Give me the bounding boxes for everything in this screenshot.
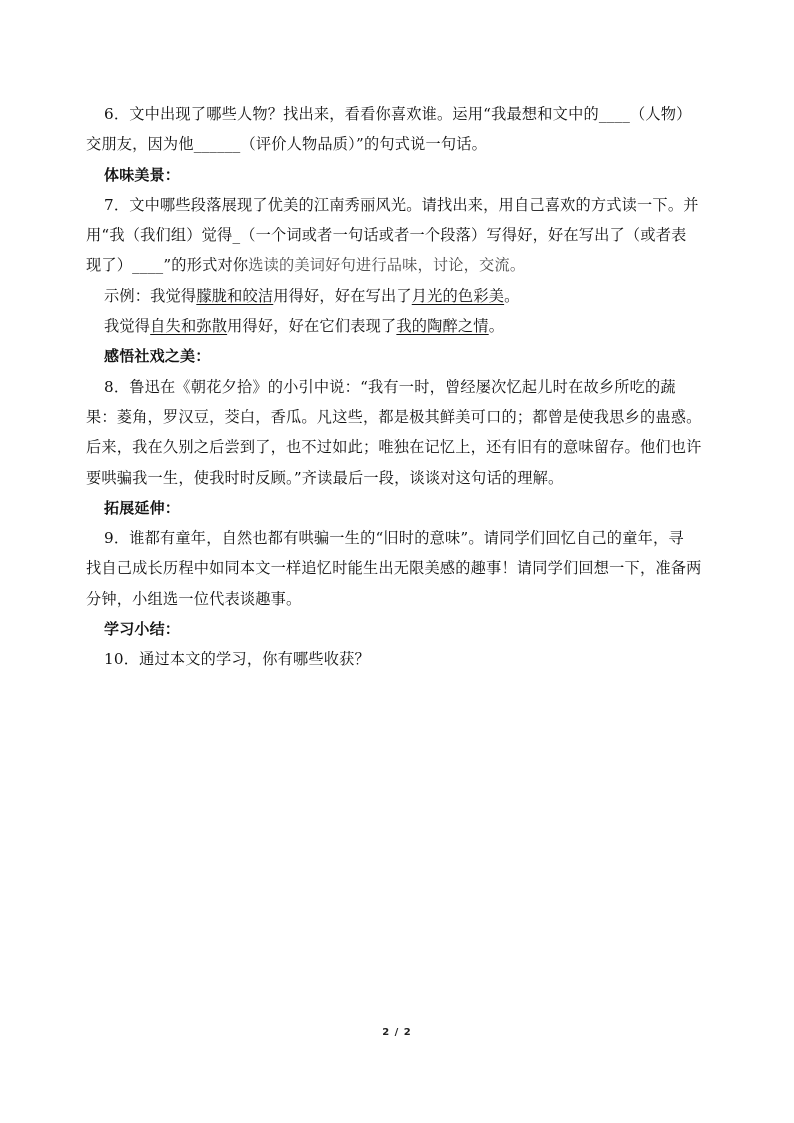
question-8-line-3: 后来，我在久别之后尝到了，也不过如此；唯独在记忆上，还有旧有的意味留存。他们也许 (86, 438, 702, 457)
example-2-word: 自失和弥散 (150, 317, 228, 336)
question-9-line-3: 分钟，小组选一位代表谈趣事。 (86, 589, 302, 608)
question-6-line-1: 6．文中出现了哪些人物？找出来，看看你喜欢谁。运用“我最想和文中的____（人物） (104, 105, 692, 123)
example-2-phrase: 我的陶醉之情 (396, 317, 489, 336)
question-9-line-2: 找自己成长历程中如同本文一样追忆时能生出无限美感的趣事！请同学们回想一下，准备两 (86, 559, 702, 578)
question-9-line-1: 9．谁都有童年，自然也都有哄骗一生的“旧时的意味”。请同学们回忆自己的童年，寻 (104, 529, 684, 548)
example-2-suffix: 。 (488, 317, 505, 336)
question-6-line-2: 交朋友，因为他______（评价人物品质）”的句式说一句话。 (86, 135, 488, 154)
example-1-word: 朦胧和皎洁 (196, 286, 274, 305)
example-2-middle: 用得好，好在它们表现了 (227, 317, 397, 336)
section-heading-summary: 学习小结： (104, 620, 181, 639)
example-1 (86, 281, 722, 311)
example-2 (86, 311, 722, 341)
question-7-line-2: 用“我（我们组）觉得_（一个词或者一句话或者一个段落）写得好，好在写出了（或者表 (86, 226, 687, 245)
example-2-prefix: 我觉得 (104, 317, 151, 336)
example-1-suffix: 。 (504, 286, 520, 305)
page-content (86, 99, 722, 675)
section-heading-scenery: 体味美景： (104, 165, 181, 184)
example-1-middle: 用得好，好在写出了 (273, 286, 412, 305)
question-7-line-3-part-a: 现了）____”的形式对你 (86, 256, 249, 275)
question-8-line-1: 8．鲁迅在《朝花夕拾》的小引中说：“我有一时，曾经屡次忆起儿时在故乡所吃的蔬 (104, 377, 676, 396)
question-10: 10．通过本文的学习，你有哪些收获？ (104, 650, 370, 669)
question-8-line-4: 要哄骗我一生，使我时时反顾。”齐读最后一段，谈谈对这句话的理解。 (86, 468, 564, 487)
page-number: 2 / 2 (382, 1027, 412, 1038)
question-8-line-2: 果：菱角，罗汉豆，茭白，香瓜。凡这些，都是极其鲜美可口的；都曾是使我思乡的蛊惑。 (86, 407, 702, 426)
section-heading-extension: 拓展延伸： (104, 498, 181, 517)
question-7-line-3 (86, 250, 722, 280)
question-7-line-1: 7．文中哪些段落展现了优美的江南秀丽风光。请找出来，用自己喜欢的方式读一下。并 (104, 195, 699, 214)
example-1-phrase: 月光的色彩美 (411, 286, 505, 305)
question-7-line-3-part-b: 选读的美词好句进行品味，讨论，交流。 (248, 256, 526, 275)
example-1-prefix: 示例：我觉得 (104, 286, 197, 305)
section-heading-social-drama: 感悟社戏之美： (104, 347, 211, 366)
